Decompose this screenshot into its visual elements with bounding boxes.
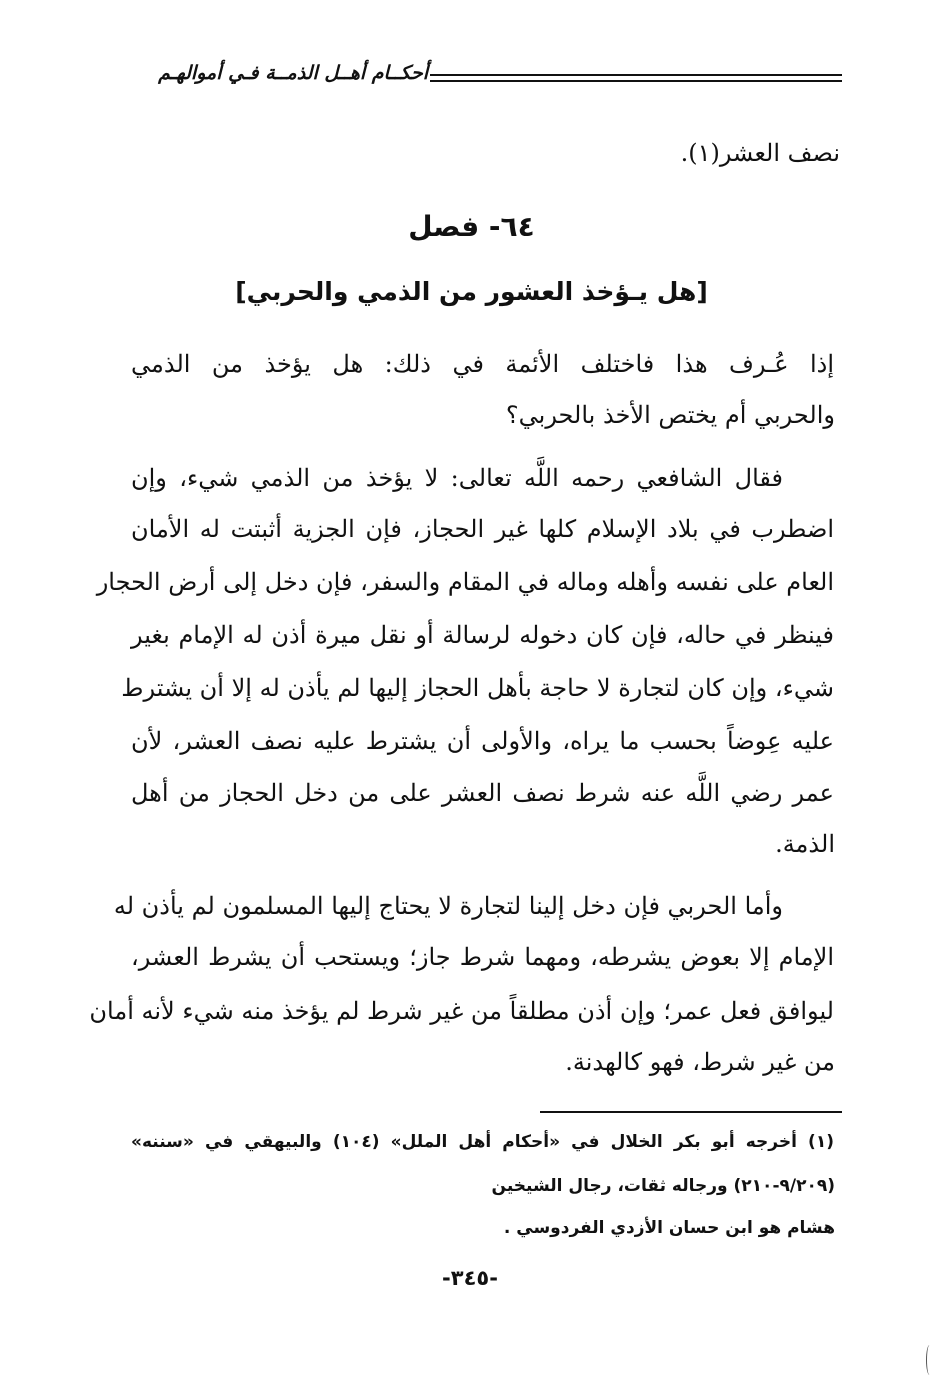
paragraph-line: إذا عُـرف هذا فاختلف الأئمة في ذلك: هل يؤخذ من الذمي — [131, 350, 834, 378]
paragraph-line: شيء، وإن كان لتجارة لا حاجة بأهل الحجاز إليها لم يأذن له إلا أن يشترط — [121, 674, 834, 702]
paragraph-line: فينظر في حاله، فإن كان دخوله لرسالة أو نقل ميرة أذن له الإمام بغير — [131, 621, 834, 649]
paragraph-line: العام على نفسه وأهله وماله في المقام والسفر، فإن دخل إلى أرض الحجار — [96, 568, 834, 596]
section-number-title: ٦٤- فصل — [408, 210, 535, 243]
paragraph-line: ليوافق فعل عمر؛ وإن أذن مطلقاً من غير شرط لم يؤخذ منه شيء لأنه أمان — [89, 997, 834, 1025]
paragraph-line: عمر رضي اللَّه عنه شرط نصف العشر على من دخل الحجاز من أهل — [131, 779, 834, 807]
section-subtitle: [هل يـؤخذ العشور من الذمي والحربي] — [235, 277, 708, 306]
header-rule — [430, 80, 842, 82]
header-rule — [430, 74, 842, 76]
footnote-line: (٩/٢٠٩-٢١٠) ورجاله ثقات، رجال الشيخين — [491, 1176, 835, 1196]
paragraph-line: عليه عِوضاً بحسب ما يراه، والأولى أن يشترط عليه نصف العشر، لأن — [131, 727, 834, 755]
paragraph-line: اضطرب في بلاد الإسلام كلها غير الحجاز، فإن الجزية أثبتت له الأمان — [131, 515, 834, 543]
paragraph-line: الإمام إلا بعوض يشرطه، ومهما شرط جاز؛ ويستحب أن يشرط العشر، — [131, 943, 834, 971]
running-header-title: أحكــام أهــل الذمــة فـي أموالهـم — [158, 62, 428, 84]
footnote-line: هشام هو ابن حسان الأزدي الفردوسي . — [503, 1218, 835, 1238]
footnote-line: (١) أخرجه أبو بكر الخلال في «أحكام أهل الملل» (١٠٤) والبيهقي في «سننه» — [131, 1132, 835, 1152]
paragraph-line: فقال الشافعي رحمه اللَّه تعالى: لا يؤخذ من الذمي شيء، وإن — [131, 464, 783, 492]
paragraph-line: والحربي أم يختص الأخذ بالحربي؟ — [505, 401, 835, 429]
paragraph-line: الذمة. — [775, 830, 835, 858]
footnote-separator — [540, 1111, 842, 1113]
paragraph-line: من غير شرط، فهو كالهدنة. — [565, 1048, 835, 1076]
page-edge-mark — [926, 1345, 933, 1375]
page-number: -٣٤٥- — [442, 1266, 498, 1290]
paragraph-line: وأما الحربي فإن دخل إلينا لتجارة لا يحتاج إليها المسلمون لم يأذن له — [113, 892, 783, 920]
opening-line: نصف العشر(١). — [680, 139, 840, 167]
